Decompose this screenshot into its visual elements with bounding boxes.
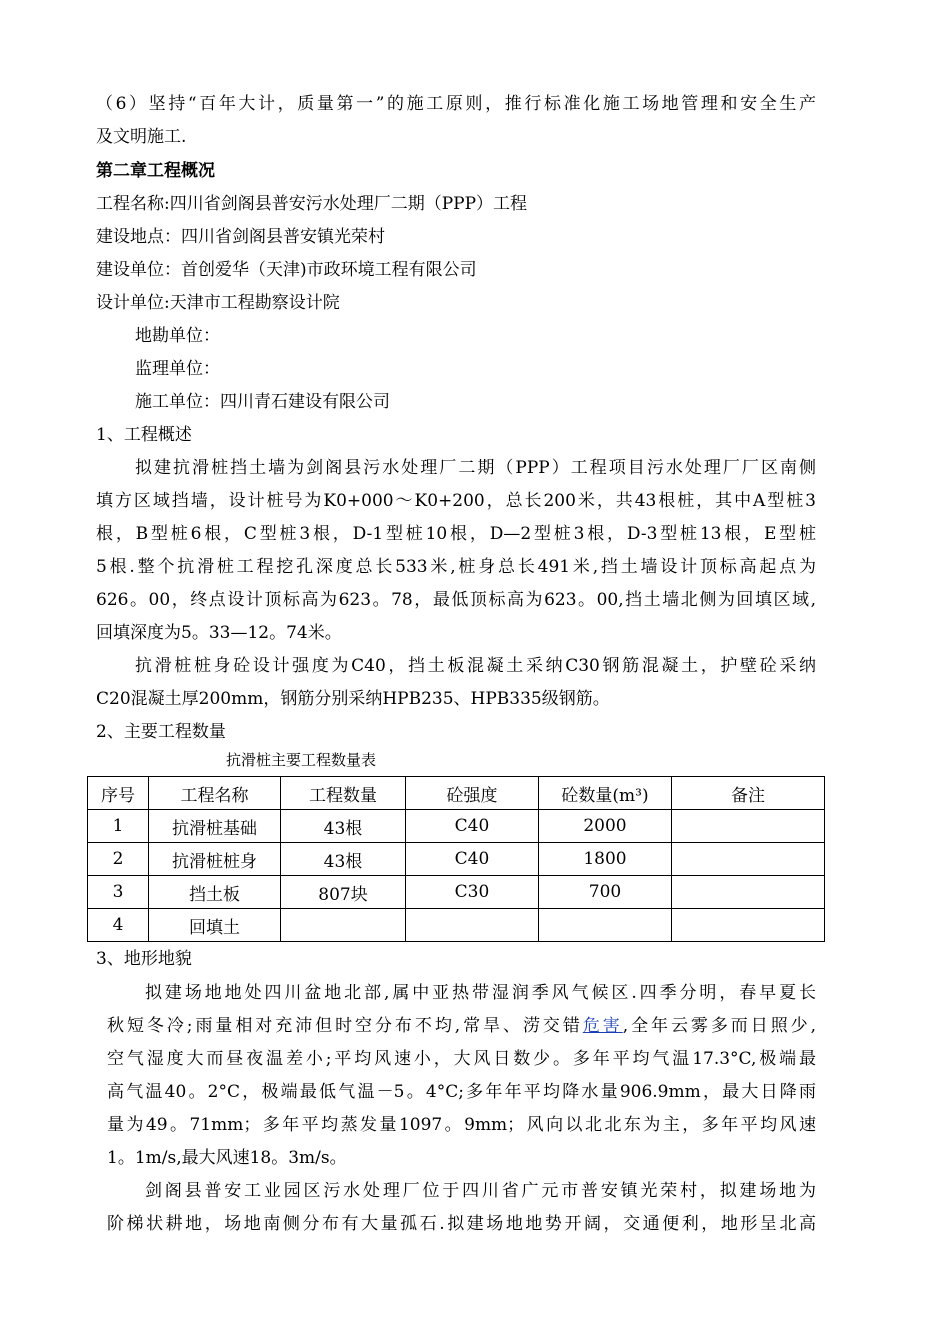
header-concrete-volume: 砼数量(m³) <box>539 777 672 810</box>
table-caption: 抗滑桩主要工程数量表 <box>226 751 377 769</box>
cell-quantity: 43根 <box>281 810 406 843</box>
design-unit: 设计单位:天津市工程勘察设计院 <box>96 293 340 313</box>
terrain-line-6: 1。1m/s,最大风速18。3m/s。 <box>107 1148 347 1168</box>
construction-site: 建设地点：四川省剑阁县普安镇光荣村 <box>96 227 385 247</box>
hazard-link[interactable]: 危害 <box>582 1016 623 1036</box>
location-line-1: 剑阁县普安工业园区污水处理厂位于四川省广元市普安镇光荣村，拟建场地为 <box>145 1181 816 1201</box>
overview-line-4: 5根.整个抗滑桩工程挖孔深度总长533米,桩身总长491米,挡土墙设计顶标高起点为 <box>96 557 816 577</box>
principle-line-1: （6）坚持“百年大计，质量第一”的施工原则，推行标准化施工场地管理和安全生产 <box>96 94 816 114</box>
cell-index: 1 <box>88 810 149 843</box>
terrain-line-1: 拟建场地地处四川盆地北部,属中亚热带湿润季风气候区.四季分明，春早夏长 <box>145 983 816 1003</box>
strength-line-1: 抗滑桩桩身砼设计强度为C40，挡土板混凝土采纳C30钢筋混凝土，护壁砼采纳 <box>135 656 816 676</box>
strength-line-2: C20混凝土厚200mm，钢筋分别采纳HPB235、HPB335级钢筋。 <box>96 689 610 709</box>
header-concrete-strength: 砼强度 <box>406 777 539 810</box>
cell-strength <box>406 909 539 942</box>
cell-volume: 2000 <box>539 810 672 843</box>
terrain-line-5: 量为49。71mm；多年平均蒸发量1097。9mm；风向以北北东为主，多年平均风速 <box>107 1115 816 1135</box>
cell-remarks <box>672 810 825 843</box>
cell-index: 2 <box>88 843 149 876</box>
overview-line-2: 填方区域挡墙，设计桩号为K0+000～K0+200，总长200米，共43根桩，其中A型桩3 <box>96 491 816 511</box>
cell-volume: 1800 <box>539 843 672 876</box>
cell-index: 4 <box>88 909 149 942</box>
table-row <box>88 810 825 843</box>
header-quantity: 工程数量 <box>281 777 406 810</box>
terrain-line-3: 空气湿度大而昼夜温差小;平均风速小，大风日数少。多年平均气温17.3°C,极端最 <box>107 1049 816 1069</box>
contractor-unit: 施工单位：四川青石建设有限公司 <box>135 392 390 412</box>
cell-volume: 700 <box>539 876 672 909</box>
location-line-2: 阶梯状耕地，场地南侧分布有大量孤石.拟建场地地势开阔，交通便利，地形呈北高 <box>107 1214 816 1234</box>
table-header-row <box>88 777 825 810</box>
supervision-unit: 监理单位： <box>135 359 220 379</box>
cell-item-name: 抗滑桩基础 <box>149 810 281 843</box>
cell-volume <box>539 909 672 942</box>
header-item-name: 工程名称 <box>149 777 281 810</box>
overview-line-5: 626。00，终点设计顶标高为623。78，最低顶标高为623。00,挡土墙北侧为回填区域, <box>96 590 816 610</box>
survey-unit: 地勘单位： <box>135 326 220 346</box>
table-row <box>88 876 825 909</box>
construction-unit: 建设单位：首创爱华（天津)市政环境工程有限公司 <box>96 260 477 280</box>
overview-line-6: 回填深度为5。33—12。74米。 <box>96 623 342 643</box>
terrain-line-2 <box>107 1015 816 1037</box>
section-3-heading: 3、地形地貌 <box>96 949 192 969</box>
table-row <box>88 843 825 876</box>
principle-line-2: 及文明施工. <box>96 127 187 147</box>
overview-line-3: 根，B型桩6根，C型桩3根，D-1型桩10根，D—2型桩3根，D-3型桩13根，E型桩 <box>96 524 816 544</box>
terrain-line-2-b: ,全年云雾多而日照少, <box>622 1016 816 1036</box>
cell-item-name: 回填土 <box>149 909 281 942</box>
cell-item-name: 抗滑桩桩身 <box>149 843 281 876</box>
terrain-line-2-a: 秋短冬冷;雨量相对充沛但时空分布不均,常旱、涝交错 <box>107 1016 583 1036</box>
overview-line-1: 拟建抗滑桩挡土墙为剑阁县污水处理厂二期（PPP）工程项目污水处理厂厂区南侧 <box>135 458 816 478</box>
section-1-heading: 1、工程概述 <box>96 425 192 445</box>
table-row <box>88 909 825 942</box>
cell-quantity: 43根 <box>281 843 406 876</box>
chapter-heading: 第二章工程概况 <box>96 161 215 181</box>
cell-strength: C40 <box>406 810 539 843</box>
header-remarks: 备注 <box>672 777 825 810</box>
cell-remarks <box>672 909 825 942</box>
cell-strength: C30 <box>406 876 539 909</box>
cell-quantity <box>281 909 406 942</box>
cell-item-name: 挡土板 <box>149 876 281 909</box>
cell-remarks <box>672 876 825 909</box>
cell-remarks <box>672 843 825 876</box>
terrain-line-4: 高气温40。2°C，极端最低气温－5。4°C;多年年平均降水量906.9mm，最大日降雨 <box>107 1082 816 1102</box>
header-index: 序号 <box>88 777 149 810</box>
cell-index: 3 <box>88 876 149 909</box>
project-name: 工程名称:四川省剑阁县普安污水处理厂二期（PPP）工程 <box>96 194 528 214</box>
section-2-heading: 2、主要工程数量 <box>96 722 226 742</box>
cell-strength: C40 <box>406 843 539 876</box>
cell-quantity: 807块 <box>281 876 406 909</box>
quantity-table <box>87 776 825 942</box>
